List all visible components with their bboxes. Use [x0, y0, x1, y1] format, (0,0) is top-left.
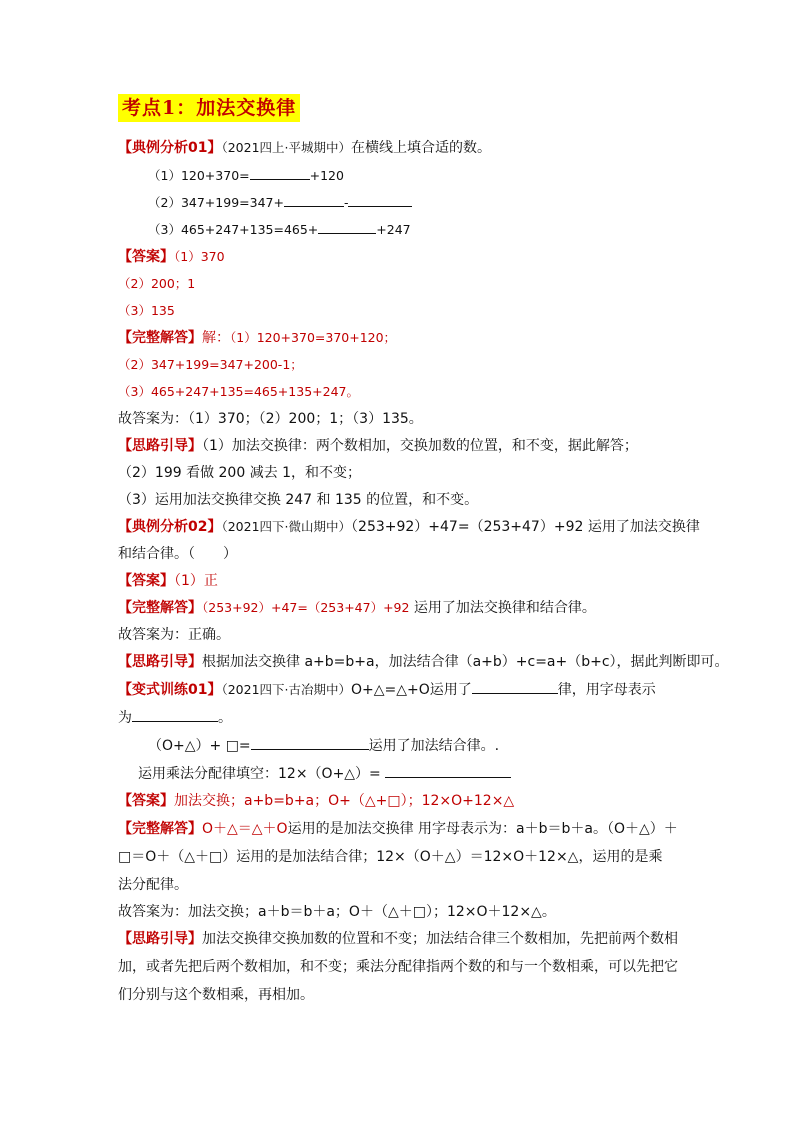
ex2-solution-line: 【完整解答】（253+92）+47=（253+47）+92 运用了加法交换律和结合律。	[118, 600, 596, 616]
ex1-answer-2: （2）200；1	[118, 276, 196, 291]
ex1-tag: 【典例分析01】	[118, 140, 222, 156]
ex2-guide-line: 【思路引导】根据加法交换律 a+b=b+a，加法结合律（a+b）+c=a+（b+c），据此判断即可。	[118, 654, 729, 670]
ex2-answer-line: 【答案】（1）正	[118, 573, 218, 589]
blank-field[interactable]	[348, 193, 412, 207]
ex1-guide-3: （3）运用加法交换律交换 247 和 135 的位置，和不变。	[118, 492, 479, 508]
var1-question-4: 运用乘法分配律填空：12×（O+△）=	[138, 764, 511, 784]
ex1-guide-2: （2）199 看做 200 减去 1，和不变；	[118, 465, 362, 481]
blank-field[interactable]	[472, 680, 558, 694]
ex1-q3: （3）465+247+135=465+ +247	[148, 222, 411, 237]
ex1-solution-line: 【完整解答】解：（1）120+370=370+120；	[118, 330, 397, 346]
var1-guide-line: 【思路引导】加法交换律交换加数的位置和不变；加法结合律三个数相加，先把前两个数相	[118, 931, 678, 947]
ex1-answer-line: 【答案】（1）370	[118, 249, 225, 265]
ex2-final-answer: 故答案为：正确。	[118, 627, 230, 643]
ex1-final-answer: 故答案为：（1）370；（2）200；1；（3）135。	[118, 411, 423, 427]
ex1-q2: （2）347+199=347+ -	[148, 193, 412, 213]
var1-solution-3: 法分配律。	[118, 877, 188, 893]
var1-final-answer: 故答案为：加法交换；a＋b＝b＋a；O＋（△＋□）；12×O＋12×△。	[118, 904, 556, 920]
ex2-question-line: 【典例分析02】（2021四下·微山期中）（253+92）+47=（253+47）+92 运用了加法交换律	[118, 519, 700, 535]
var1-question-3: （O+△）+ □= 运用了加法结合律。.	[148, 738, 500, 754]
var1-solution-line: 【完整解答】O＋△＝△＋O运用的是加法交换律 用字母表示为：a＋b＝b＋a。（O＋△）＋	[118, 821, 678, 837]
blank-field[interactable]	[385, 764, 511, 778]
ex1-q1: （1）120+370= +120	[148, 168, 344, 183]
ex1-answer-3: （3）135	[118, 303, 175, 318]
blank-field[interactable]	[132, 708, 218, 722]
var1-guide-2: 加，或者先把后两个数相加，和不变；乘法分配律指两个数的和与一个数相乘，可以先把它	[118, 959, 678, 975]
ex1-solution-2: （2）347+199=347+200-1；	[118, 357, 303, 372]
blank-field[interactable]	[251, 736, 369, 750]
ex1-guide-line: 【思路引导】（1）加法交换律：两个数相加，交换加数的位置，和不变，据此解答；	[118, 438, 638, 454]
ex1-solution-3: （3）465+247+135=465+135+247。	[118, 384, 359, 399]
ex1-source: （2021四上·平城期中）	[221, 140, 352, 155]
blank-field[interactable]	[284, 193, 344, 207]
ex2-question-2: 和结合律。（ ）	[118, 546, 237, 562]
ex1-question-line	[118, 138, 491, 158]
var1-solution-2: □＝O＋（△＋□）运用的是加法结合律；12×（O＋△）＝12×O＋12×△，运用的是乘	[118, 849, 663, 865]
blank-field[interactable]	[250, 166, 310, 180]
blank-field[interactable]	[318, 220, 376, 234]
var1-question-line: 【变式训练01】（2021四下·古冶期中）O+△=△+O运用了 律，用字母表示	[118, 682, 656, 698]
ex1-question: 在横线上填合适的数。	[351, 140, 492, 156]
var1-question-2: 为 。	[118, 710, 232, 726]
section-title: 考点1：加法交换律	[118, 94, 300, 122]
var1-guide-3: 们分别与这个数相乘，再相加。	[118, 987, 314, 1003]
var1-answer-line: 【答案】加法交换；a+b=b+a；O+（△+□）；12×O+12×△	[118, 793, 515, 809]
